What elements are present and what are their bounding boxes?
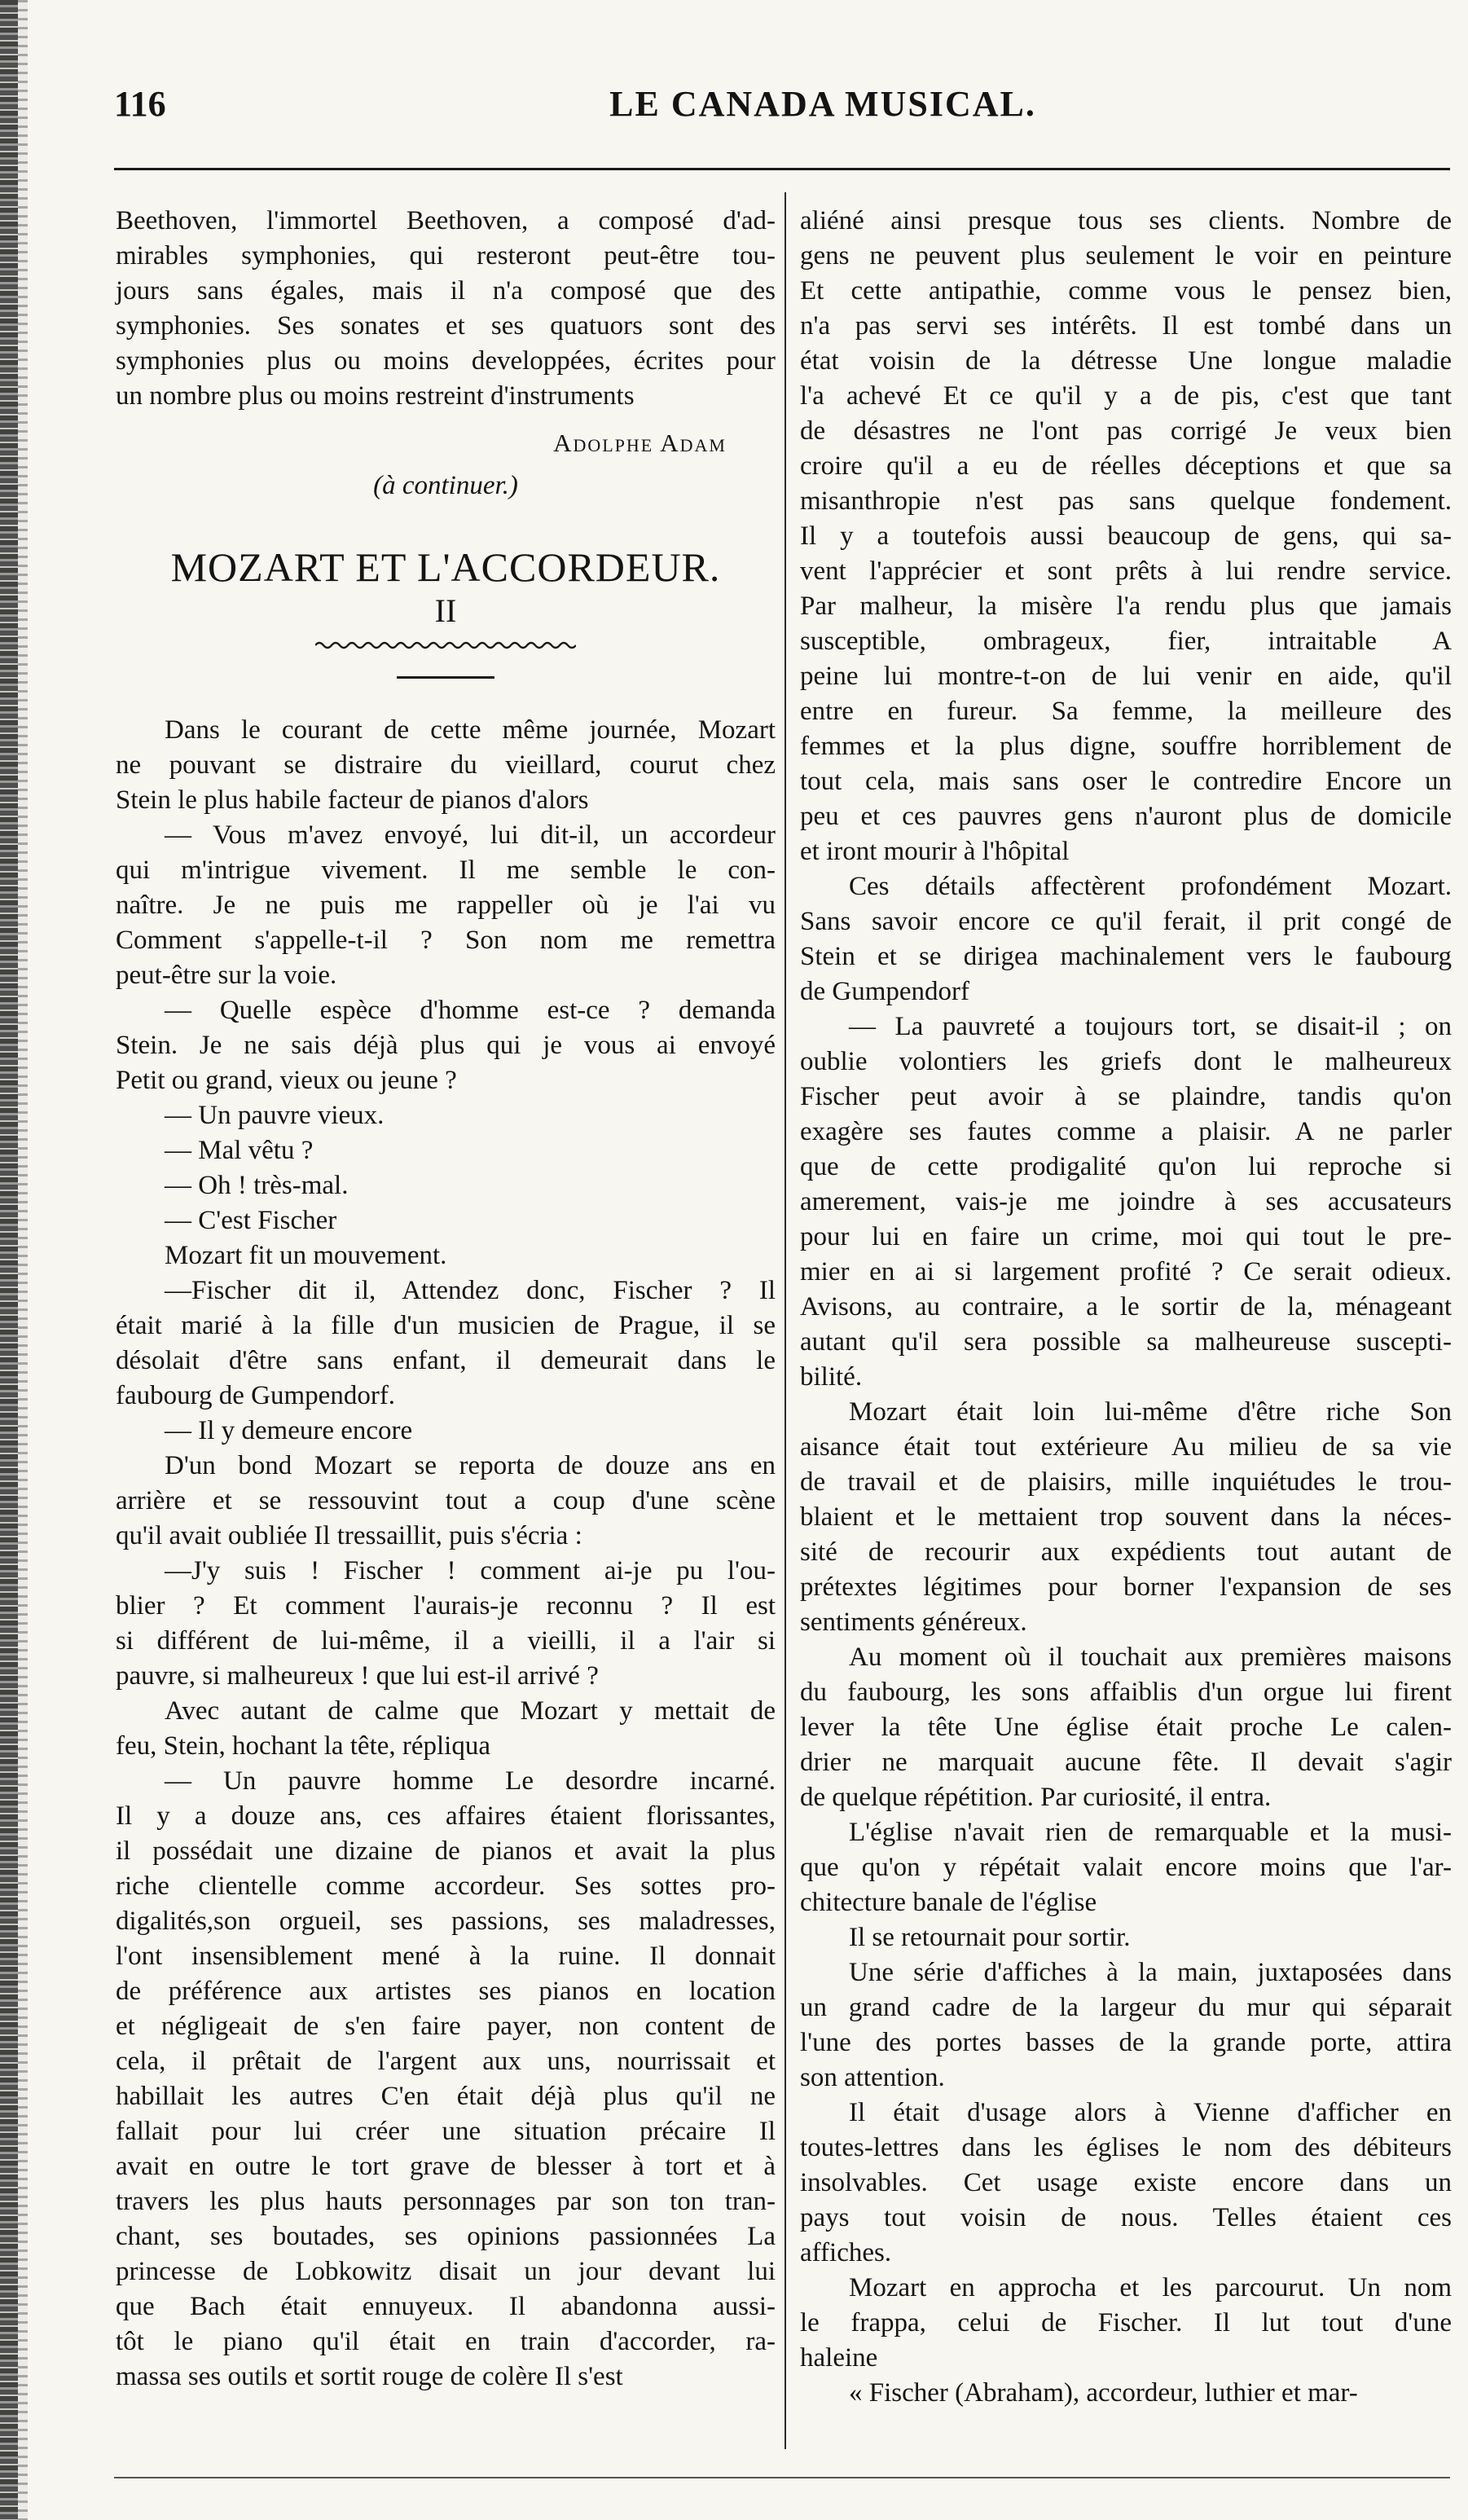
text-line: Ces détails affectèrent profondément Mozart. — [849, 872, 1452, 901]
text-line: bilité. — [800, 1362, 863, 1392]
text-line: désolait d'être sans enfant, il demeurait dans le — [116, 1346, 776, 1375]
article-paragraph — [800, 204, 1452, 869]
text-line: haleine — [800, 2343, 878, 2373]
page-header — [114, 83, 1450, 132]
text-line: Il se retournait pour sortir. — [849, 1923, 1131, 1952]
text-line: Une série d'affiches à la main, juxtaposées dans — [849, 1958, 1452, 1987]
text-line: habillait les autres C'en était déjà plus qu'il ne — [116, 2082, 776, 2111]
text-line: et iront mourir à l'hôpital — [800, 837, 1070, 866]
text-line: princesse de Lobkowitz disait un jour devant lui — [116, 2257, 776, 2286]
text-line: massa ses outils et sortit rouge de colère Il s'est — [116, 2362, 623, 2391]
text-line: peine lui montre-t-on de lui venir en aide, qu'il — [800, 662, 1452, 691]
text-line: pays tout voisin de nous. Telles étaient ces — [800, 2203, 1452, 2232]
text-line: tôt le piano qu'il était en train d'accorder, ra- — [116, 2327, 776, 2356]
text-line: sentiments généreux. — [800, 1607, 1027, 1637]
text-line: — La pauvreté a toujours tort, se disait-il ; on — [849, 1012, 1452, 1041]
text-line: — C'est Fischer — [165, 1206, 337, 1235]
text-line: Mozart en approcha et les parcourut. Un nom — [849, 2273, 1452, 2302]
text-line: — Un pauvre homme Le desordre incarné. — [165, 1766, 776, 1796]
text-line: était marié à la fille d'un musicien de Prague, il se — [116, 1311, 776, 1340]
text-line: Il y a douze ans, ces affaires étaient florissantes, — [116, 1801, 776, 1831]
text-line: aisance était tout extérieure Au milieu de sa vie — [800, 1432, 1452, 1462]
text-line: Par malheur, la misère l'a rendu plus que jamais — [800, 592, 1452, 621]
text-line: feu, Stein, hochant la tête, répliqua — [116, 1731, 491, 1761]
text-line: affiches. — [800, 2238, 892, 2267]
article-paragraph — [800, 1640, 1452, 1815]
text-line: avait en outre le tort grave de blesser à tort et à — [116, 2152, 776, 2181]
text-line: de quelque répétition. Par curiosité, il entra. — [800, 1783, 1272, 1812]
text-line: « Fischer (Abraham), accordeur, luthier et mar- — [849, 2378, 1358, 2408]
wavy-rule — [315, 639, 576, 652]
binding-edge — [0, 0, 18, 2520]
text-line: de travail et de plaisirs, mille inquiétudes le trou- — [800, 1467, 1452, 1497]
article-paragraph — [116, 818, 776, 993]
text-line: Mozart était loin lui-même d'être riche Son — [849, 1397, 1452, 1427]
article-paragraph — [116, 1764, 776, 2395]
article-paragraph — [116, 1449, 776, 1554]
text-line: état voisin de la détresse Une longue maladie — [800, 346, 1452, 376]
text-line: l'a achevé Et ce qu'il y a de pis, c'est que tant — [800, 381, 1452, 411]
text-line: que de cette prodigalité qu'on lui reproche si — [800, 1152, 1452, 1181]
text-line: Et cette antipathie, comme vous le pensez bien, — [800, 276, 1452, 306]
text-line: femmes et la plus digne, souffre horriblement de — [800, 732, 1452, 761]
text-line: — Vous m'avez envoyé, lui dit-il, un accordeur — [165, 820, 776, 850]
text-line: son attention. — [800, 2063, 945, 2092]
text-line: exagère ses fautes comme a plaisir. A ne parler — [800, 1117, 1452, 1146]
page-number: 116 — [114, 84, 166, 124]
section-rule — [397, 676, 494, 679]
text-line: qui m'intrigue vivement. Il me semble le con- — [116, 855, 776, 885]
header-rule — [114, 168, 1450, 170]
intro-paragraph — [116, 204, 776, 414]
text-line: si différent de lui-même, il a vieilli, il a l'air si — [116, 1626, 776, 1656]
text-line: oublie volontiers les griefs dont le malheureux — [800, 1047, 1452, 1076]
article-paragraph — [800, 2271, 1452, 2376]
article-paragraph — [800, 1395, 1452, 1640]
text-line: pour lui en faire un crime, moi qui tout le pre- — [800, 1222, 1452, 1251]
right-article-body — [800, 204, 1452, 2411]
text-line: blaient et le mettaient trop souvent dans la néces- — [800, 1502, 1452, 1532]
left-column — [116, 204, 776, 2395]
article-paragraph — [116, 1273, 776, 1414]
text-line: — Il y demeure encore — [165, 1416, 413, 1445]
article-paragraph — [116, 1133, 776, 1168]
text-line: L'église n'avait rien de remarquable et la musi- — [849, 1818, 1452, 1847]
text-line: Stein. Je ne sais déjà plus qui je vous ai envoyé — [116, 1031, 776, 1060]
article-paragraph — [116, 713, 776, 818]
article-paragraph — [116, 1414, 776, 1449]
text-line: prétextes légitimes pour borner l'expansion de ses — [800, 1572, 1452, 1602]
article-paragraph — [116, 1203, 776, 1238]
text-line: Stein et se dirigea machinalement vers le faubourg — [800, 942, 1452, 971]
text-line: drier ne marquait aucune fête. Il devait s'agir — [800, 1748, 1452, 1777]
article-paragraph — [116, 1168, 776, 1203]
text-line: — Quelle espèce d'homme est-ce ? demanda — [165, 996, 776, 1025]
article-paragraph — [800, 869, 1452, 1009]
journal-title: LE CANADA MUSICAL. — [609, 84, 1036, 124]
text-line: —J'y suis ! Fischer ! comment ai-je pu l'ou- — [165, 1556, 776, 1585]
text-line: sité de recourir aux expédients tout autant de — [800, 1537, 1452, 1567]
text-line: — Mal vêtu ? — [165, 1136, 314, 1165]
text-line: Mozart fit un mouvement. — [165, 1241, 447, 1270]
text-line: Sans savoir encore ce qu'il ferait, il prit congé de — [800, 907, 1452, 936]
text-line: entre en fureur. Sa femme, la meilleure des — [800, 697, 1452, 726]
text-line: qu'il avait oubliée Il tressaillit, puis s'écria : — [116, 1521, 582, 1550]
text-line: misanthropie n'est pas sans quelque fondement. — [800, 486, 1452, 516]
article-paragraph — [116, 1554, 776, 1694]
column-divider — [785, 192, 786, 2449]
article-paragraph — [800, 2376, 1452, 2411]
text-line: arrière et se ressouvint tout a coup d'une scène — [116, 1486, 776, 1515]
left-article-body — [116, 713, 776, 2395]
text-line: que Bach était ennuyeux. Il abandonna aussi- — [116, 2292, 776, 2321]
text-line: Avisons, au contraire, a le sortir de la, ménageant — [800, 1292, 1452, 1322]
text-line: Dans le courant de cette même journée, Mozart — [165, 715, 776, 745]
text-line: Beethoven, l'immortel Beethoven, a composé d'ad- — [116, 206, 776, 235]
text-line: le frappa, celui de Fischer. Il lut tout d'une — [800, 2308, 1452, 2337]
text-line: n'a pas servi ses intérêts. Il est tombé dans un — [800, 311, 1452, 341]
text-line: faubourg de Gumpendorf. — [116, 1381, 396, 1410]
text-line: un nombre plus ou moins restreint d'instruments — [116, 381, 635, 411]
article-paragraph — [800, 1815, 1452, 1920]
text-line: riche clientelle comme accordeur. Ses sottes pro- — [116, 1871, 776, 1901]
text-line: de préférence aux artistes ses pianos en location — [116, 1977, 776, 2006]
right-column — [800, 204, 1452, 2411]
article-title: MOZART ET L'ACCORDEUR. — [170, 544, 721, 590]
text-line: naître. Je ne puis me rappeller où je l'ai vu — [116, 891, 776, 920]
text-line: pauvre, si malheureux ! que lui est-il arrivé ? — [116, 1661, 599, 1691]
text-line: — Un pauvre vieux. — [165, 1101, 385, 1130]
text-line: fallait pour lui créer une situation précaire Il — [116, 2117, 776, 2146]
article-paragraph — [116, 993, 776, 1098]
text-line: tout cela, mais sans oser le contredire Encore un — [800, 767, 1452, 796]
text-line: aliéné ainsi presque tous ses clients. Nombre de — [800, 206, 1452, 235]
to-continue-note: (à continuer.) — [373, 471, 518, 500]
text-line: Au moment où il touchait aux premières maisons — [849, 1643, 1452, 1672]
text-line: lever la tête Une église était proche Le calen- — [800, 1713, 1452, 1742]
text-line: du faubourg, les sons affaiblis d'un orgue lui firent — [800, 1678, 1452, 1707]
article-part-number: II — [434, 592, 457, 629]
text-line: symphonies plus ou moins developpées, écrites pour — [116, 346, 776, 376]
text-line: amerement, vais-je me joindre à ses accusateurs — [800, 1187, 1452, 1216]
article-paragraph — [116, 1694, 776, 1764]
text-line: travers les plus hauts personnages par son ton tran- — [116, 2187, 776, 2216]
article-paragraph — [800, 1955, 1452, 2096]
text-line: l'ont insensiblement mené à la ruine. Il donnait — [116, 1942, 776, 1971]
text-line: peut-être sur la voie. — [116, 961, 337, 990]
text-line: —Fischer dit il, Attendez donc, Fischer ? Il — [165, 1276, 776, 1305]
text-line: chant, ses boutades, ses opinions passionnées La — [116, 2222, 776, 2251]
text-line: ne pouvant se distraire du vieillard, courut chez — [116, 750, 776, 780]
text-line: chitecture banale de l'église — [800, 1888, 1097, 1917]
text-line: il possédait une dizaine de pianos et avait la plus — [116, 1836, 776, 1866]
text-line: autant qu'il sera possible sa malheureuse suscepti- — [800, 1327, 1452, 1357]
text-line: D'un bond Mozart se reporta de douze ans en — [165, 1451, 776, 1480]
article-paragraph — [800, 2096, 1452, 2271]
text-line: digalités,son orgueil, ses passions, ses maladresses, — [116, 1906, 776, 1936]
text-line: et négligeait de s'en faire payer, non content de — [116, 2012, 776, 2041]
text-line: mier en ai si largement profité ? Ce serait odieux. — [800, 1257, 1452, 1286]
text-line: Il y a toutefois aussi beaucoup de gens, qui sa- — [800, 521, 1452, 551]
text-line: Petit ou grand, vieux ou jeune ? — [116, 1066, 457, 1095]
bottom-rule — [114, 2477, 1450, 2478]
article-paragraph — [116, 1098, 776, 1133]
binding-shadow — [18, 0, 28, 2520]
text-line: croire qu'il a eu de réelles déceptions et que sa — [800, 451, 1452, 481]
text-line: Fischer peut avoir à se plaindre, tandis qu'on — [800, 1082, 1452, 1111]
text-line: jours sans égales, mais il n'a composé que des — [116, 276, 776, 306]
text-line: peu et ces pauvres gens n'auront plus de domicile — [800, 802, 1452, 831]
text-line: symphonies. Ses sonates et ses quatuors sont des — [116, 311, 776, 341]
author-signature: Adolphe Adam — [553, 429, 727, 457]
text-line: vent l'apprécier et sont prêts à lui rendre service. — [800, 556, 1452, 586]
text-line: susceptible, ombrageux, fier, intraitable A — [800, 627, 1452, 656]
text-line: Comment s'appelle-t-il ? Son nom me remettra — [116, 926, 776, 955]
text-line: mirables symphonies, qui resteront peut-être tou- — [116, 241, 776, 270]
text-line: Avec autant de calme que Mozart y mettait de — [165, 1696, 776, 1726]
text-line: de Gumpendorf — [800, 977, 970, 1006]
article-paragraph — [800, 1920, 1452, 1955]
text-line: que qu'on y répétait valait encore moins que l'ar- — [800, 1853, 1452, 1882]
article-paragraph — [800, 1009, 1452, 1395]
text-line: l'une des portes basses de la grande porte, attira — [800, 2028, 1452, 2057]
text-line: insolvables. Cet usage existe encore dans un — [800, 2168, 1452, 2197]
text-line: Stein le plus habile facteur de pianos d'alors — [116, 785, 589, 815]
text-line: cela, il prêtait de l'argent aux uns, nourrissait et — [116, 2047, 776, 2076]
text-line: — Oh ! très-mal. — [165, 1171, 349, 1200]
text-line: toutes-lettres dans les églises le nom des débiteurs — [800, 2133, 1452, 2162]
text-line: blier ? Et comment l'aurais-je reconnu ? Il est — [116, 1591, 776, 1621]
text-line: un grand cadre de la largeur du mur qui séparait — [800, 1993, 1452, 2022]
text-line: gens ne peuvent plus seulement le voir en peinture — [800, 241, 1452, 270]
text-line: de désastres ne l'ont pas corrigé Je veux bien — [800, 416, 1452, 446]
text-line: Il était d'usage alors à Vienne d'afficher en — [849, 2098, 1452, 2127]
article-paragraph — [116, 1238, 776, 1273]
